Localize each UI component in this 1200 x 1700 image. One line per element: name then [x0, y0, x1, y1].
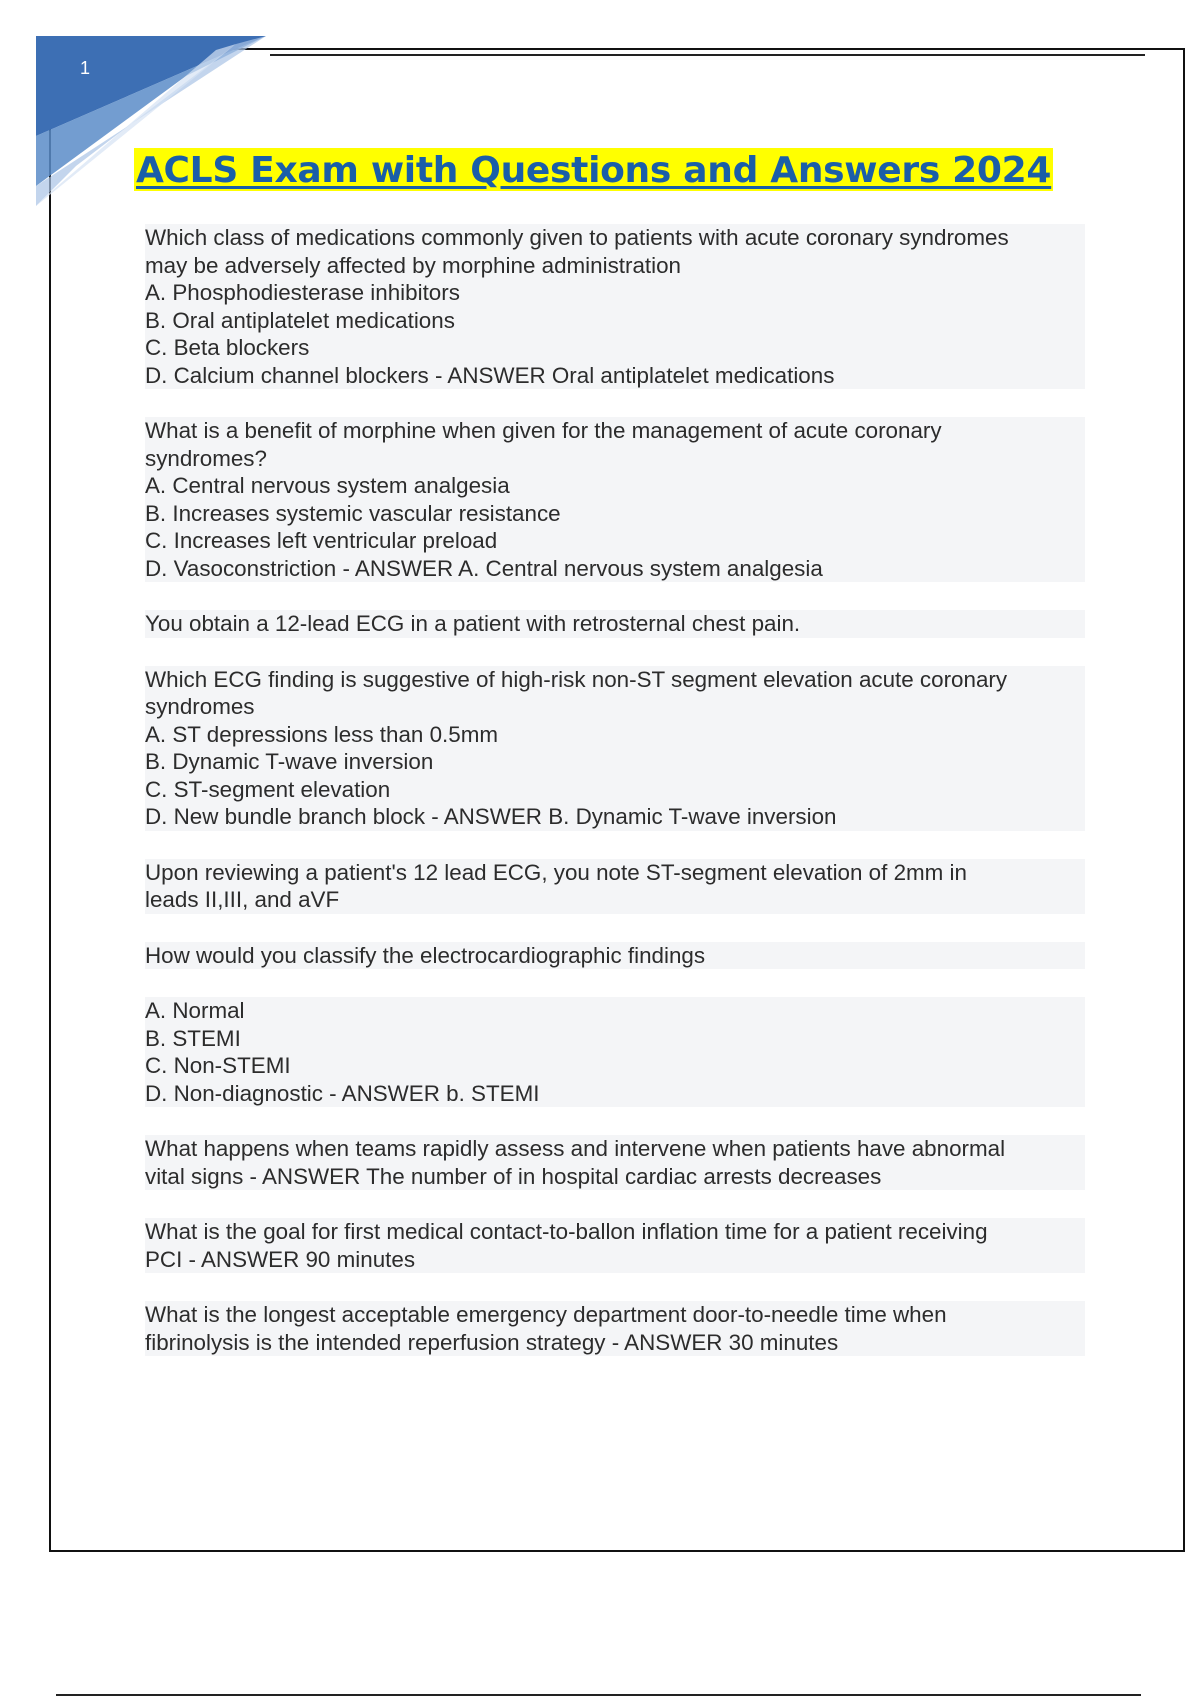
qa-block — [145, 666, 1085, 831]
text-line: A. Normal — [145, 997, 1085, 1025]
text-line: B. Oral antiplatelet medications — [145, 307, 1085, 335]
text-line: syndromes? — [145, 445, 1085, 473]
text-line: How would you classify the electrocardiographic findings — [145, 942, 1085, 970]
qa-block — [145, 417, 1085, 582]
text-line: A. Phosphodiesterase inhibitors — [145, 279, 1085, 307]
text-line: B. STEMI — [145, 1025, 1085, 1053]
text-line: What is a benefit of morphine when given for the management of acute coronary — [145, 417, 1085, 445]
text-line: C. Beta blockers — [145, 334, 1085, 362]
page-number: 1 — [80, 58, 91, 78]
qa-block — [145, 224, 1085, 389]
qa-block — [145, 1301, 1085, 1356]
text-line: D. Non-diagnostic - ANSWER b. STEMI — [145, 1080, 1085, 1108]
text-line: You obtain a 12-lead ECG in a patient with retrosternal chest pain. — [145, 610, 1085, 638]
qa-block — [145, 997, 1085, 1107]
text-line: A. Central nervous system analgesia — [145, 472, 1085, 500]
text-line: Upon reviewing a patient's 12 lead ECG, you note ST-segment elevation of 2mm in — [145, 859, 1085, 887]
text-line: vital signs - ANSWER The number of in hospital cardiac arrests decreases — [145, 1163, 1085, 1191]
text-line: C. ST-segment elevation — [145, 776, 1085, 804]
text-line: B. Increases systemic vascular resistance — [145, 500, 1085, 528]
text-line: What is the goal for first medical contact-to-ballon inflation time for a patient receiving — [145, 1218, 1085, 1246]
text-line: fibrinolysis is the intended reperfusion strategy - ANSWER 30 minutes — [145, 1329, 1085, 1357]
text-line: may be adversely affected by morphine administration — [145, 252, 1085, 280]
qa-block — [145, 610, 1085, 638]
text-line: D. Calcium channel blockers - ANSWER Oral antiplatelet medications — [145, 362, 1085, 390]
text-line: What is the longest acceptable emergency department door-to-needle time when — [145, 1301, 1085, 1329]
qa-block — [145, 859, 1085, 914]
header-rule — [270, 54, 1145, 56]
text-line: leads II,III, and aVF — [145, 886, 1085, 914]
text-line: Which ECG finding is suggestive of high-risk non-ST segment elevation acute coronary — [145, 666, 1085, 694]
text-line: B. Dynamic T-wave inversion — [145, 748, 1085, 776]
text-line: D. New bundle branch block - ANSWER B. Dynamic T-wave inversion — [145, 803, 1085, 831]
qa-block — [145, 1218, 1085, 1273]
text-line: D. Vasoconstriction - ANSWER A. Central nervous system analgesia — [145, 555, 1085, 583]
document-title: ACLS Exam with Questions and Answers 2024 — [136, 150, 1052, 191]
footer-rule — [56, 1694, 1141, 1696]
text-line: C. Increases left ventricular preload — [145, 527, 1085, 555]
text-line: PCI - ANSWER 90 minutes — [145, 1246, 1085, 1274]
qa-block — [145, 1135, 1085, 1190]
text-line: What happens when teams rapidly assess and intervene when patients have abnormal — [145, 1135, 1085, 1163]
qa-block — [145, 942, 1085, 970]
text-line: Which class of medications commonly given to patients with acute coronary syndromes — [145, 224, 1085, 252]
text-line: syndromes — [145, 693, 1085, 721]
text-line: A. ST depressions less than 0.5mm — [145, 721, 1085, 749]
text-line: C. Non-STEMI — [145, 1052, 1085, 1080]
qa-content — [145, 224, 1085, 1384]
